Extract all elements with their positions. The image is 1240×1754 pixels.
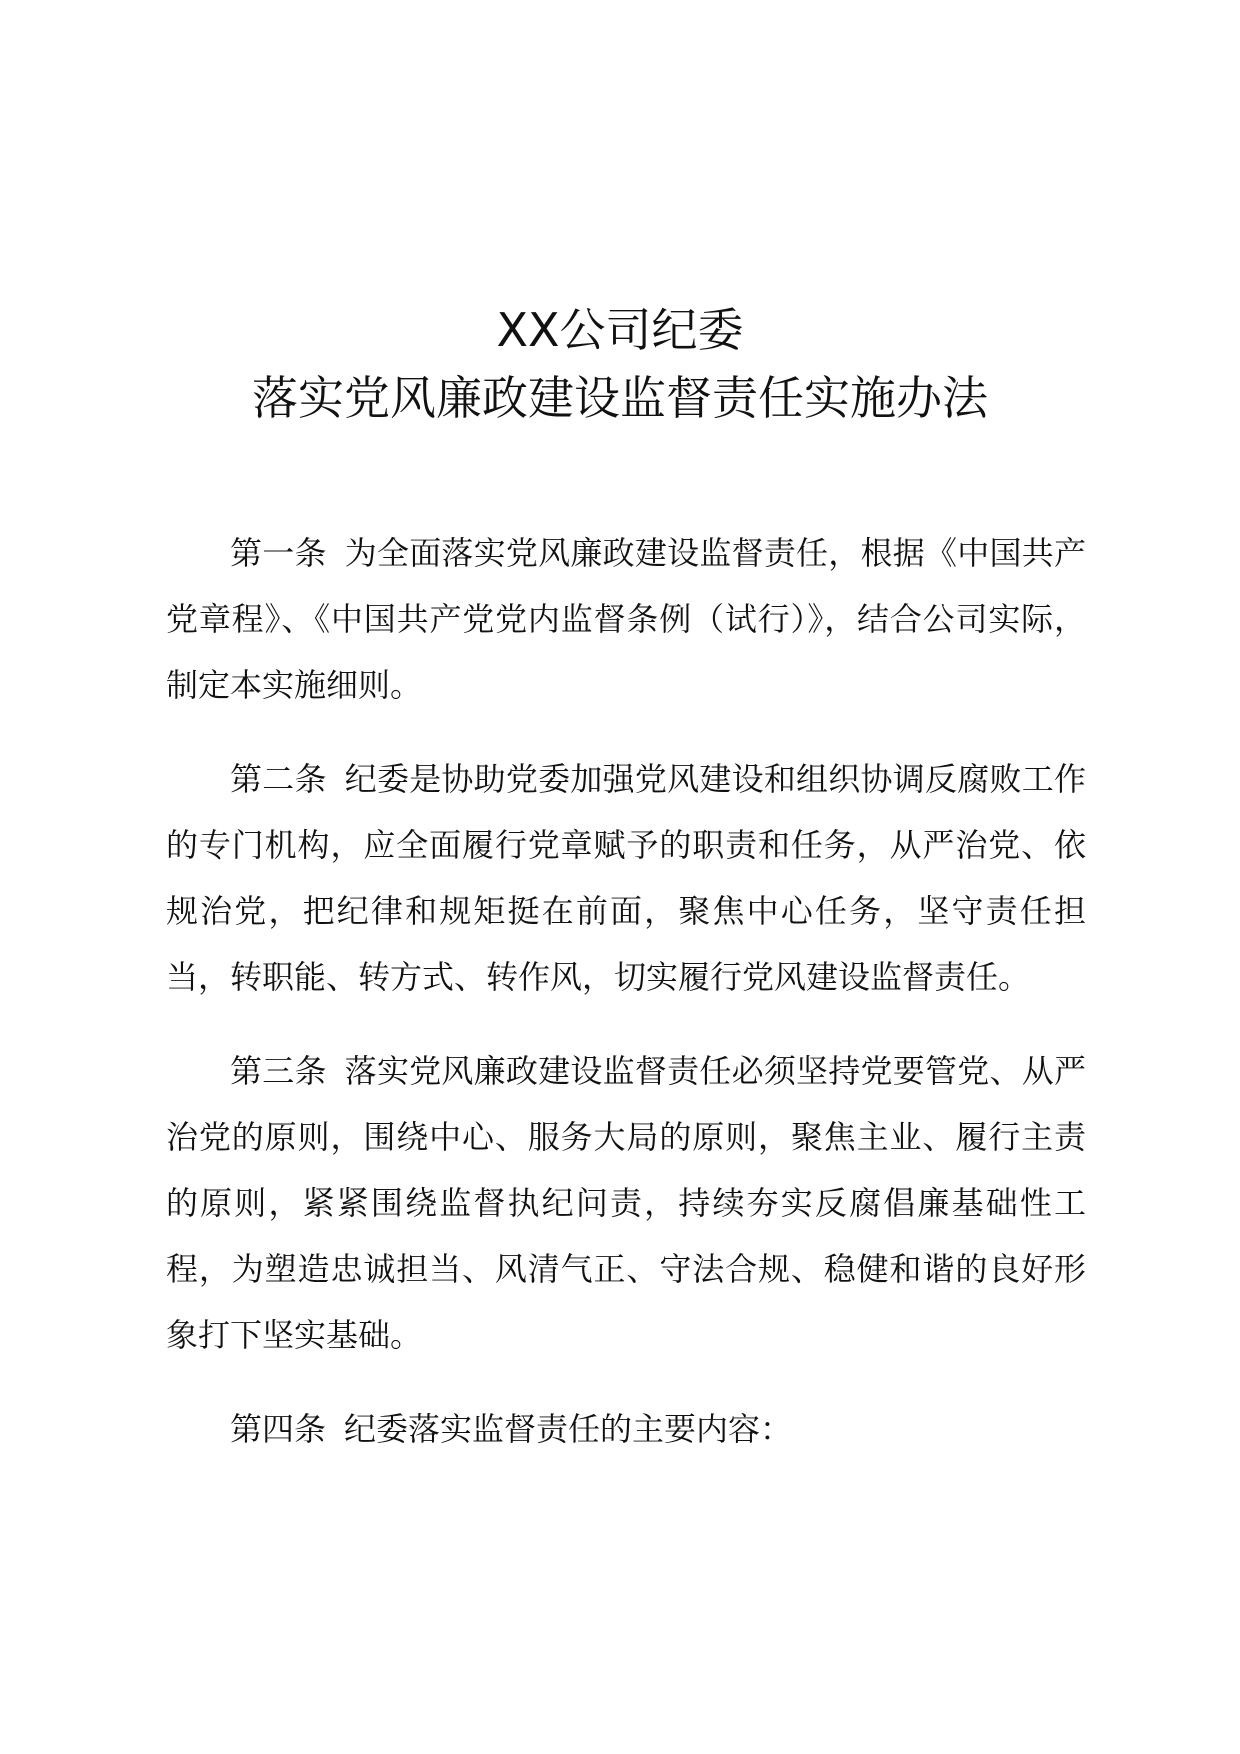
article-text: 纪委是协助党委加强党风建设和组织协调反腐败工作的专门机构，应全面履行党章赋予的职责和任务，从严治党、依规治党，把纪律和规矩挺在前面，聚焦中心任务，坚守责任担当，转职能、转方式、转作风，切实履行党风建设监督责任。 — [166, 760, 1086, 996]
document-body — [166, 520, 1086, 1490]
article-1 — [166, 520, 1086, 718]
article-label: 第一条 — [230, 534, 327, 572]
article-2 — [166, 746, 1086, 1010]
document-title — [0, 296, 1240, 432]
article-text: 为全面落实党风廉政建设监督责任，根据《中国共产党章程》、《中国共产党党内监督条例（试行）》，结合公司实际，制定本实施细则。 — [166, 534, 1086, 704]
article-4 — [166, 1396, 1086, 1462]
title-line-subject: 落实党风廉政建设监督责任实施办法 — [252, 371, 988, 425]
article-3 — [166, 1038, 1086, 1368]
article-text: 纪委落实监督责任的主要内容： — [344, 1410, 793, 1448]
article-label: 第三条 — [230, 1052, 327, 1090]
article-label: 第四条 — [230, 1410, 327, 1448]
article-text: 落实党风廉政建设监督责任必须坚持党要管党、从严治党的原则，围绕中心、服务大局的原则，聚焦主业、履行主责的原则，紧紧围绕监督执纪问责，持续夯实反腐倡廉基础性工程，为塑造忠诚担当、风清气正、守法合规、稳健和谐的良好形象打下坚实基础。 — [166, 1052, 1086, 1354]
article-label: 第二条 — [230, 760, 327, 798]
title-line-organization: XX公司纪委 — [496, 303, 744, 357]
